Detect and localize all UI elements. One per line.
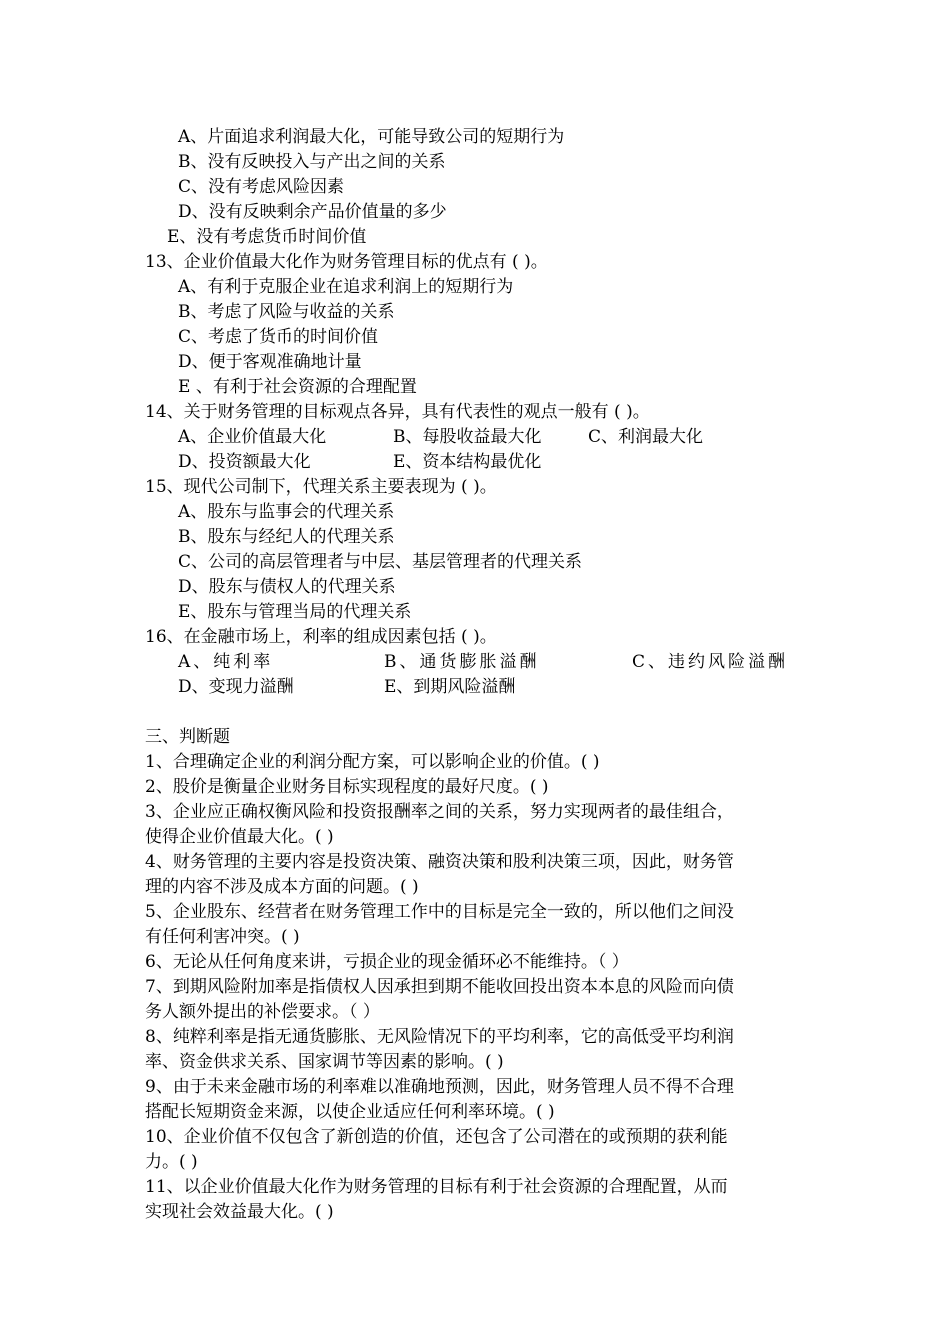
q13-option-d: D、便于客观准确地计量 bbox=[178, 352, 362, 372]
q15-option-d: D、股东与债权人的代理关系 bbox=[178, 577, 396, 597]
q12-option-e: E、没有考虑货币时间价值 bbox=[167, 227, 367, 247]
q14-option-b: B、每股收益最大化 bbox=[393, 427, 542, 447]
q12-option-b: B、没有反映投入与产出之间的关系 bbox=[178, 152, 446, 172]
judgment-line: 5、企业股东、经营者在财务管理工作中的目标是完全一致的，所以他们之间没 bbox=[145, 902, 734, 922]
judgment-line: 有任何利害冲突。( ) bbox=[145, 927, 300, 947]
q15-option-b: B、股东与经纪人的代理关系 bbox=[178, 527, 395, 547]
q16-option-c: C、违约风险溢酬 bbox=[632, 652, 789, 672]
judgment-line: 4、财务管理的主要内容是投资决策、融资决策和股利决策三项，因此，财务管 bbox=[145, 852, 734, 872]
q15-option-a: A、股东与监事会的代理关系 bbox=[178, 502, 395, 522]
q13-option-e: E 、有利于社会资源的合理配置 bbox=[178, 377, 417, 397]
q14-stem: 14、关于财务管理的目标观点各异，具有代表性的观点一般有 ( )。 bbox=[145, 402, 650, 422]
q13-option-a: A、有利于克服企业在追求利润上的短期行为 bbox=[178, 277, 514, 297]
judgment-line: 11、以企业价值最大化作为财务管理的目标有利于社会资源的合理配置，从而 bbox=[145, 1177, 728, 1197]
q16-option-a: A、纯利率 bbox=[178, 652, 274, 672]
q12-option-d: D、没有反映剩余产品价值量的多少 bbox=[178, 202, 447, 222]
q12-option-a: A、片面追求利润最大化，可能导致公司的短期行为 bbox=[178, 127, 565, 147]
judgment-line: 使得企业价值最大化。( ) bbox=[145, 827, 334, 847]
judgment-line: 8、纯粹利率是指无通货膨胀、无风险情况下的平均利率，它的高低受平均利润 bbox=[145, 1027, 734, 1047]
q13-stem: 13、企业价值最大化作为财务管理目标的优点有 ( )。 bbox=[145, 252, 548, 272]
q13-option-c: C、考虑了货币的时间价值 bbox=[178, 327, 379, 347]
q14-option-c: C、利润最大化 bbox=[588, 427, 704, 447]
judgment-line: 6、无论从任何角度来讲，亏损企业的现金循环必不能维持。（ ） bbox=[145, 952, 629, 972]
judgment-line: 率、资金供求关系、国家调节等因素的影响。( ) bbox=[145, 1052, 504, 1072]
q15-option-c: C、公司的高层管理者与中层、基层管理者的代理关系 bbox=[178, 552, 583, 572]
q15-stem: 15、现代公司制下，代理关系主要表现为 ( )。 bbox=[145, 477, 497, 497]
q14-option-d: D、投资额最大化 bbox=[178, 452, 311, 472]
q14-option-a: A、企业价值最大化 bbox=[178, 427, 327, 447]
judgment-line: 搭配长短期资金来源，以使企业适应任何利率环境。( ) bbox=[145, 1102, 555, 1122]
q16-stem: 16、在金融市场上，利率的组成因素包括 ( )。 bbox=[145, 627, 497, 647]
judgment-line: 理的内容不涉及成本方面的问题。( ) bbox=[145, 877, 419, 897]
judgment-line: 2、股价是衡量企业财务目标实现程度的最好尺度。( ) bbox=[145, 777, 549, 797]
judgment-line: 务人额外提出的补偿要求。（ ） bbox=[145, 1002, 380, 1022]
judgment-line: 7、到期风险附加率是指债权人因承担到期不能收回投出资本本息的风险而向债 bbox=[145, 977, 734, 997]
judgment-line: 9、由于未来金融市场的利率难以准确地预测，因此，财务管理人员不得不合理 bbox=[145, 1077, 734, 1097]
q16-option-d: D、变现力溢酬 bbox=[178, 677, 294, 697]
judgment-line: 力。( ) bbox=[145, 1152, 198, 1172]
judgment-line: 3、企业应正确权衡风险和投资报酬率之间的关系，努力实现两者的最佳组合， bbox=[145, 802, 734, 822]
section-title: 三、判断题 bbox=[145, 727, 230, 747]
q16-option-b: B、通货膨胀溢酬 bbox=[384, 652, 540, 672]
judgment-line: 10、企业价值不仅包含了新创造的价值，还包含了公司潜在的或预期的获利能 bbox=[145, 1127, 728, 1147]
q16-option-e: E、到期风险溢酬 bbox=[384, 677, 516, 697]
q12-option-c: C、没有考虑风险因素 bbox=[178, 177, 345, 197]
q14-option-e: E、资本结构最优化 bbox=[393, 452, 542, 472]
judgment-line: 实现社会效益最大化。( ) bbox=[145, 1202, 334, 1222]
q13-option-b: B、考虑了风险与收益的关系 bbox=[178, 302, 395, 322]
q15-option-e: E、股东与管理当局的代理关系 bbox=[178, 602, 412, 622]
judgment-line: 1、合理确定企业的利润分配方案，可以影响企业的价值。( ) bbox=[145, 752, 600, 772]
